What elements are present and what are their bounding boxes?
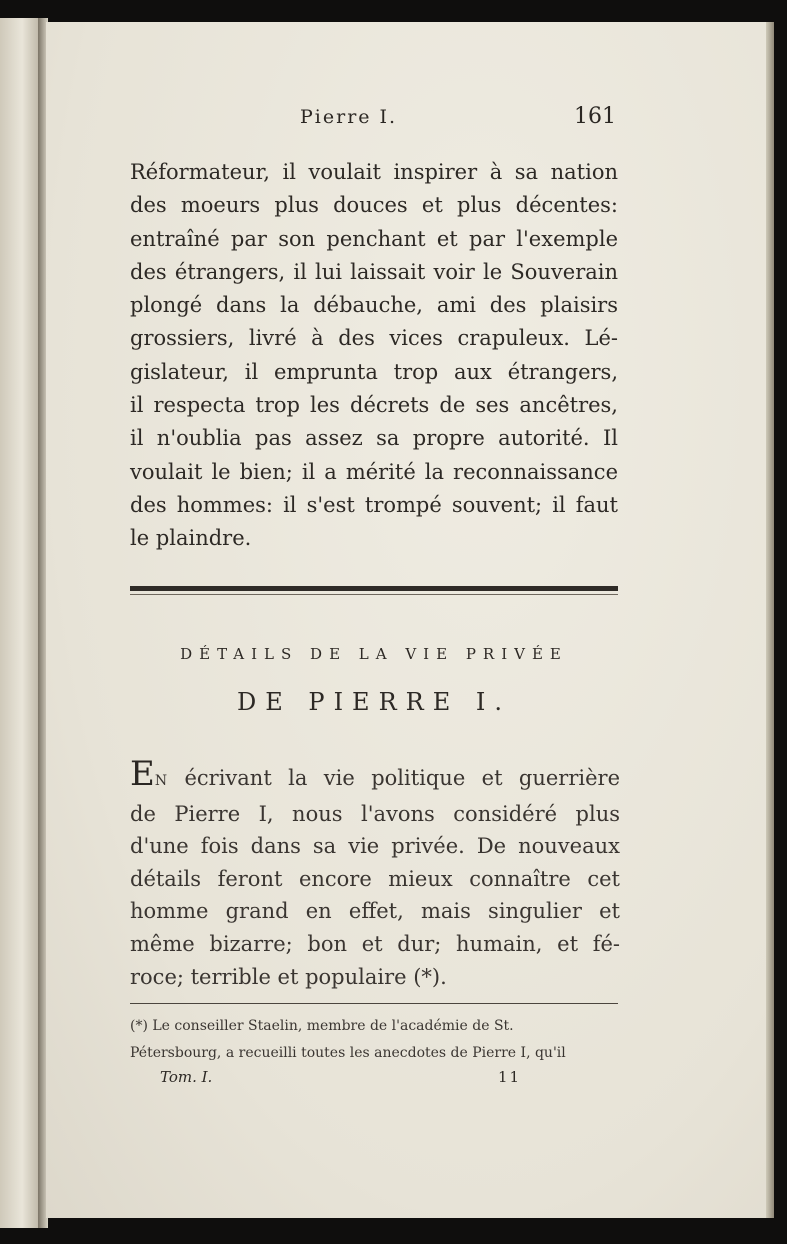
text-line: entraîné par son penchant et par l'exemple [130,226,618,251]
section-heading: DÉTAILS DE LA VIE PRIVÉE [180,645,568,663]
drop-cap-rest: N [154,773,169,789]
text-line: des hommes: il s'est trompé souvent; il faut [130,492,618,517]
body-paragraph [130,156,618,556]
text-line-content: écrivant la vie politique et guerrière [184,766,620,790]
text-line: voulait le bien; il a mérité la reconnaissance [130,459,618,484]
text-line: de Pierre I, nous l'avons considéré plus [130,801,620,826]
text-line: des étrangers, il lui laissait voir le Souverain [130,259,618,284]
left-page-edge [0,18,40,1228]
signature-mark: 11 [498,1068,522,1086]
text-line: d'une fois dans sa vie privée. De nouveaux [130,834,620,859]
text-line: grossiers, livré à des vices crapuleux. Lé- [130,326,618,351]
text-line-first [130,754,620,798]
section-paragraph [130,754,620,993]
text-line: il respecta trop les décrets de ses ancêtres, [130,393,618,418]
section-divider-thick [130,586,618,591]
text-line: Réformateur, il voulait inspirer à sa nation [130,160,618,184]
text-line: le plaindre. [130,526,252,551]
right-page-edge [766,22,774,1218]
running-title: Pierre I. [300,106,398,128]
text-line: plongé dans la débauche, ami des plaisirs [130,293,618,318]
text-line: même bizarre; bon et dur; humain, et fé- [130,931,620,956]
text-line: homme grand en effet, mais singulier et [130,899,620,924]
text-line: roce; terrible et populaire (*). [130,964,447,989]
text-line: il n'oublia pas assez sa propre autorité. Il [130,426,618,451]
text-line: gislateur, il emprunta trop aux étrangers, [130,359,618,384]
section-divider-thin [130,594,618,595]
text-line: des moeurs plus douces et plus décentes: [130,193,618,218]
page-number: 161 [574,104,616,129]
footnote-line: Pétersbourg, a recueilli toutes les anecdotes de Pierre I, qu'il [130,1045,566,1061]
footnote [130,1013,640,1067]
section-subheading: DE PIERRE I. [237,688,511,716]
footnote-rule [130,1003,618,1004]
drop-cap: E [130,754,155,794]
text-line: détails feront encore mieux connaître cet [130,866,620,891]
footnote-line: (*) Le conseiller Staelin, membre de l'académie de St. [130,1018,514,1034]
signature-volume: Tom. I. [160,1068,213,1086]
